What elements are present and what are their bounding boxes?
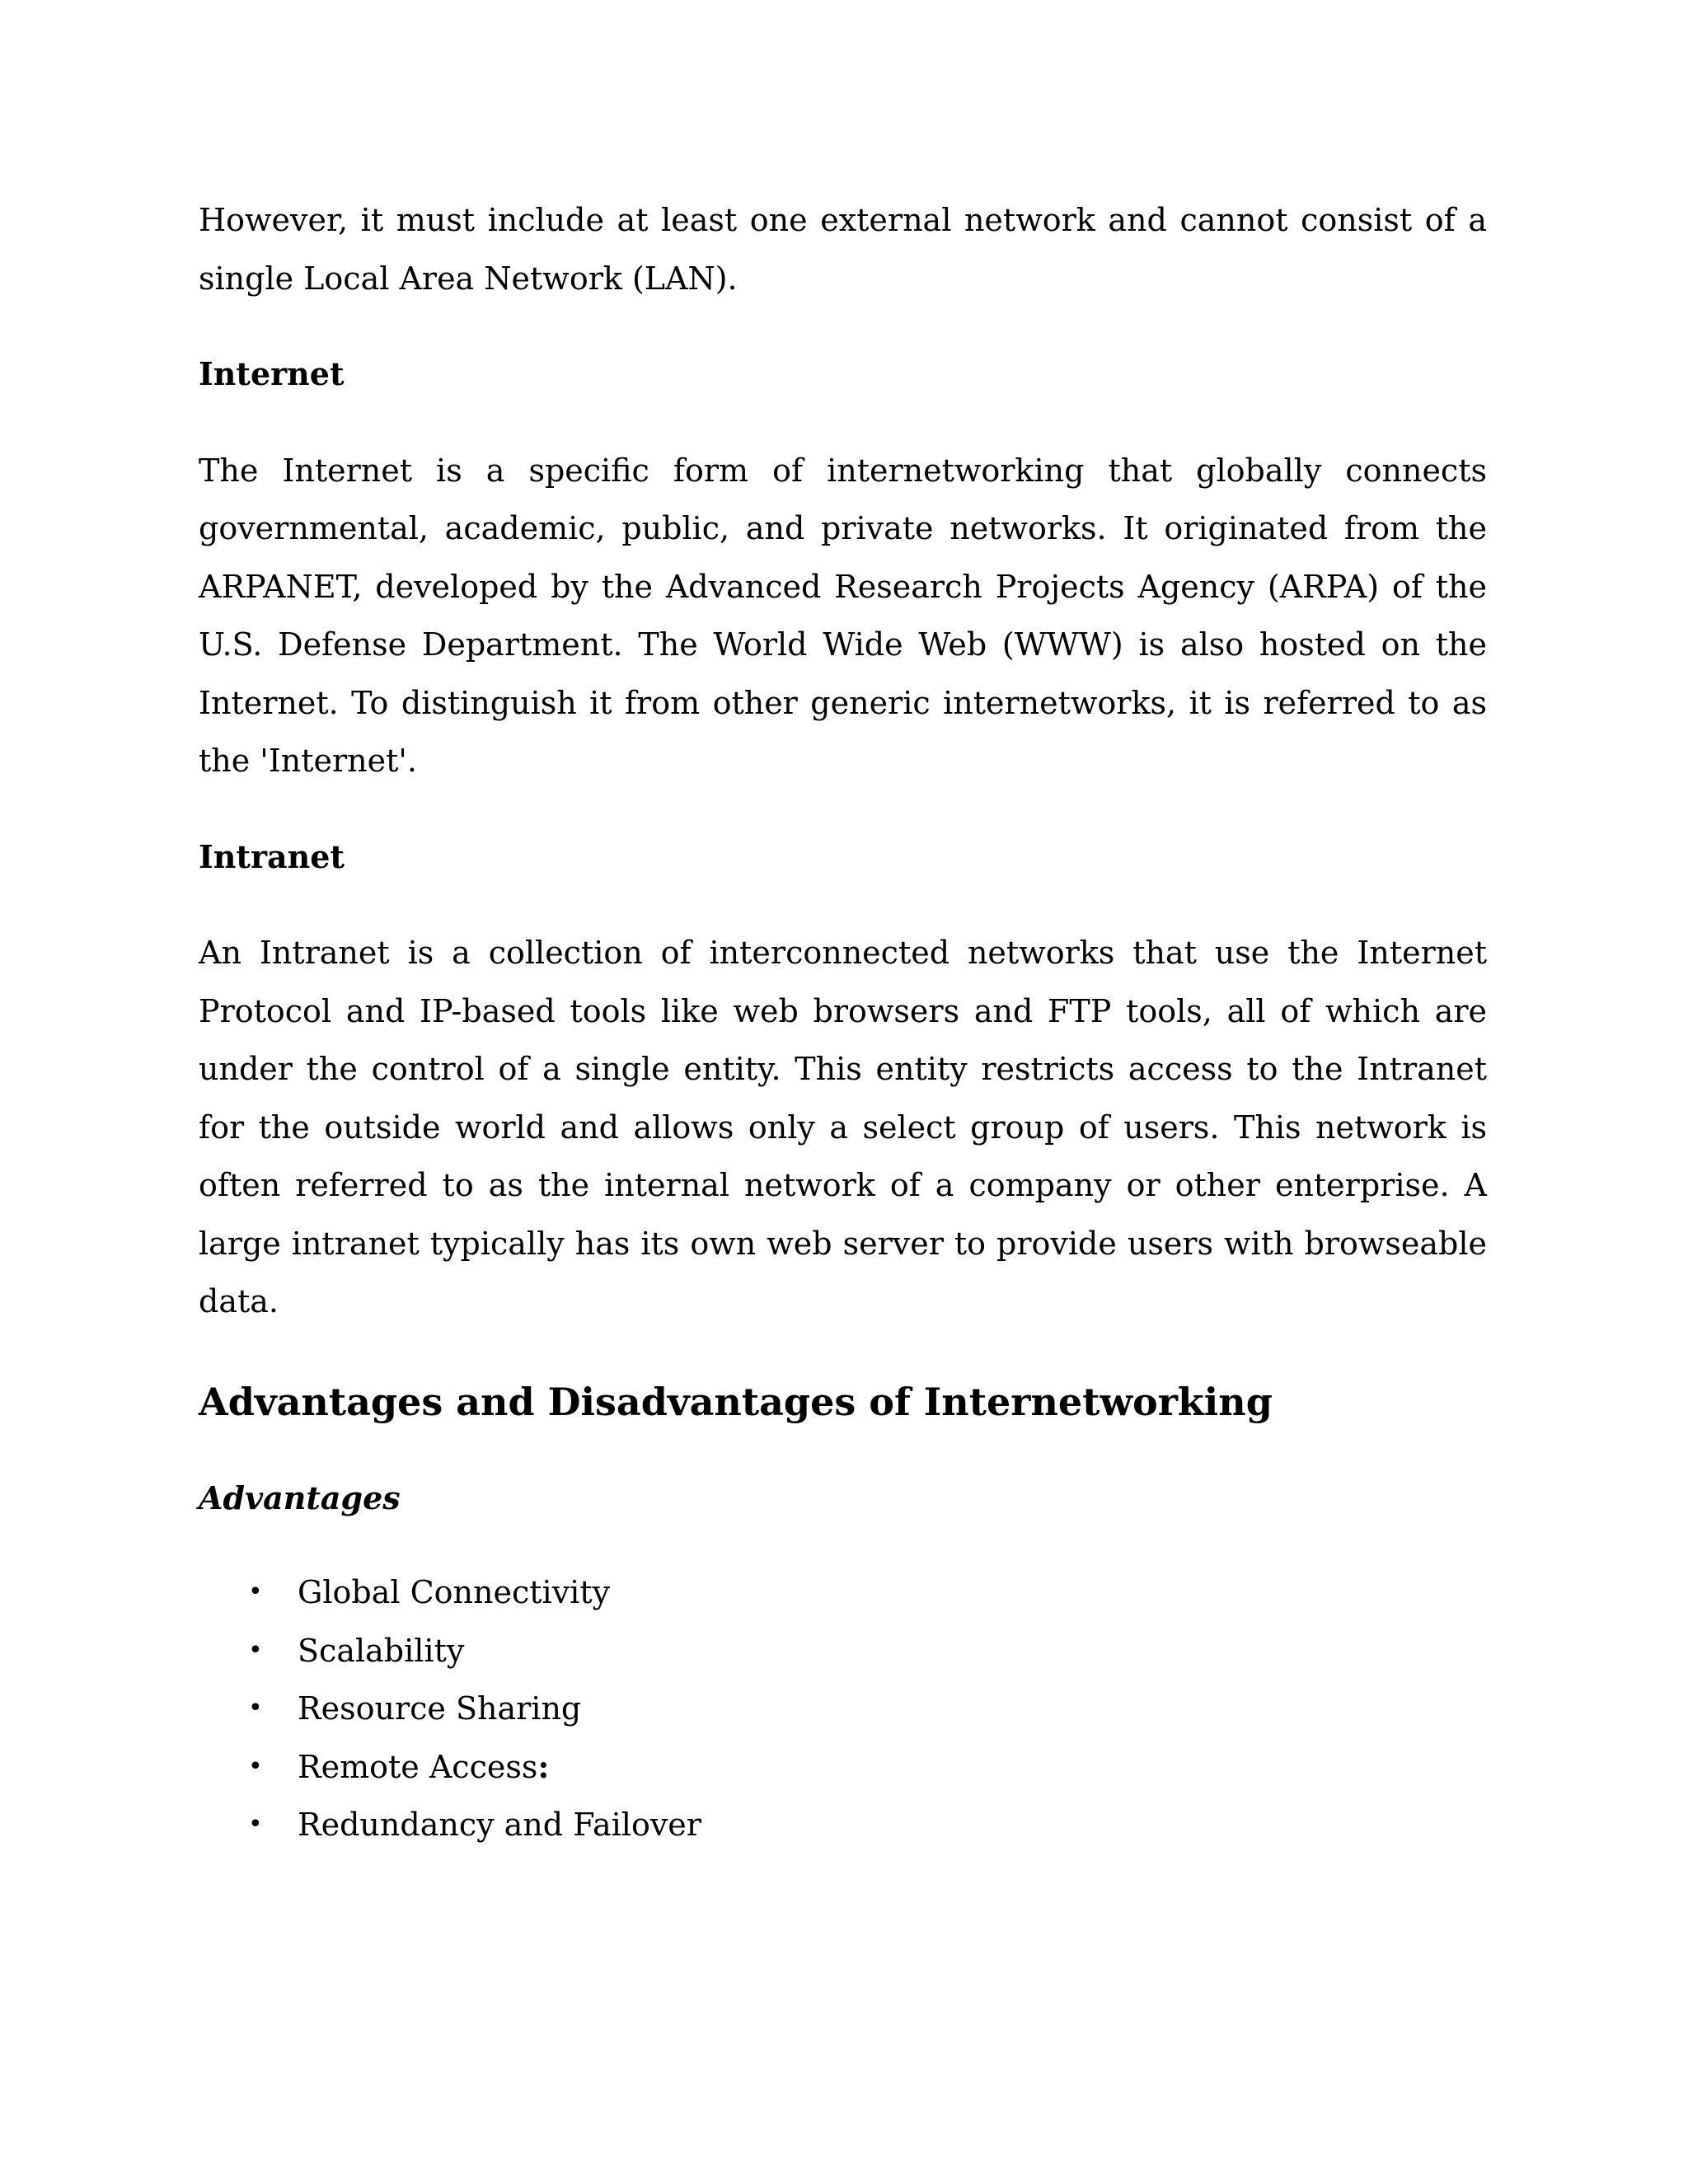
advantages-heading: Advantages xyxy=(199,1479,401,1516)
bullet-icon: • xyxy=(248,1694,263,1722)
list-item-label: Global Connectivity xyxy=(298,1574,611,1610)
bullet-icon: • xyxy=(248,1577,263,1606)
list-item-label: Remote Access xyxy=(298,1748,538,1785)
bullet-icon: • xyxy=(248,1635,263,1665)
list-item-label: Redundancy and Failover xyxy=(298,1807,701,1843)
list-item xyxy=(199,1622,1487,1680)
internet-heading: Internet xyxy=(199,355,345,392)
list-item xyxy=(199,1796,1487,1854)
list-item-suffix: : xyxy=(537,1747,550,1785)
document-body xyxy=(199,191,1487,1854)
intranet-paragraph: An Intranet is a collection of interconnected networks that use the Internet Protocol and IP-based tools like web browsers and FTP tools, all of which are under the control of a single entity. This entity restricts access to the Intranet for the outside world and allows only a select group of users. This network is often referred to as the internal network of a company or other enterprise. A large intranet typically has its own web server to provide users with browseable data. xyxy=(199,935,1487,1319)
list-item xyxy=(199,1563,1487,1622)
list-item xyxy=(199,1680,1487,1738)
intranet-heading: Intranet xyxy=(199,837,345,875)
intro-paragraph: However, it must include at least one external network and cannot consist of a single Local Area Network (LAN). xyxy=(199,202,1487,297)
list-item-label: Resource Sharing xyxy=(298,1690,582,1727)
section-heading: Advantages and Disadvantages of Internetworking xyxy=(199,1379,1273,1424)
bullet-icon: • xyxy=(248,1810,263,1839)
internet-paragraph: The Internet is a specific form of internetworking that globally connects governmental, academic, public, and private networks. It originated from the ARPANET, developed by the Advanced Research Projects Agency (ARPA) of the U.S. Defense Department. The World Wide Web (WWW) is also hosted on the Internet. To distinguish it from other generic internetworks, it is referred to as the 'Internet'. xyxy=(199,452,1487,779)
list-item xyxy=(199,1738,1487,1797)
bullet-icon: • xyxy=(248,1751,263,1781)
list-item-label: Scalability xyxy=(298,1632,465,1669)
advantages-list xyxy=(199,1563,1487,1854)
